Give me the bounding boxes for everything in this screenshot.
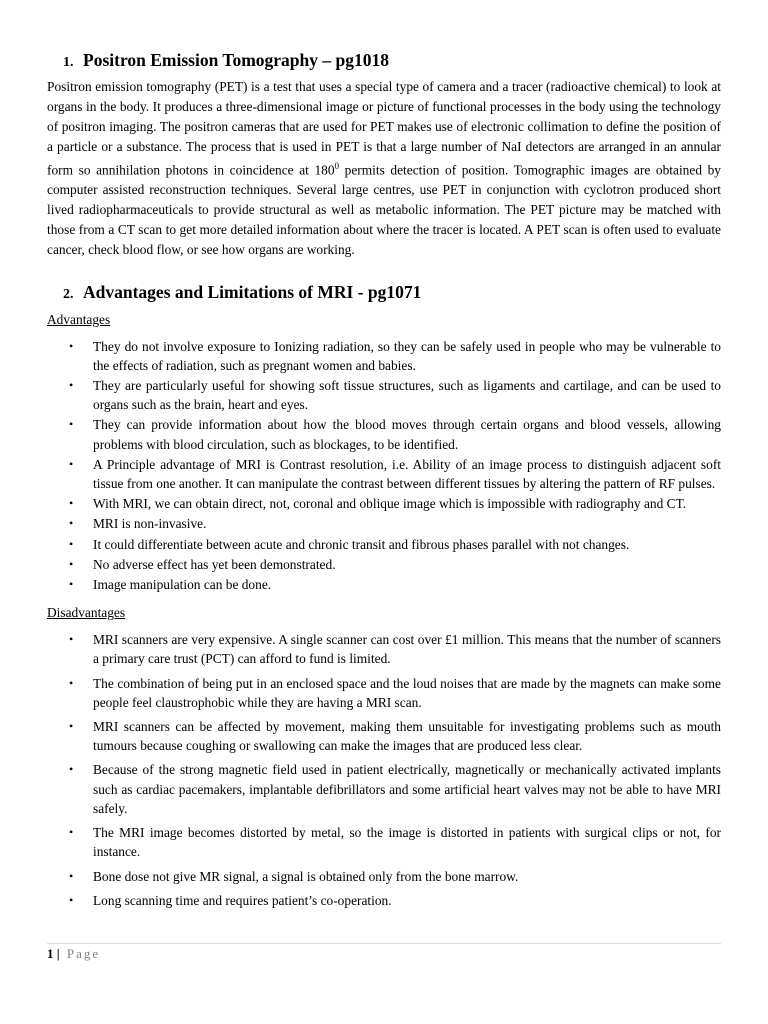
page-footer (47, 946, 100, 962)
section-1-title: Positron Emission Tomography – pg1018 (83, 50, 389, 70)
section-2-heading (47, 282, 721, 303)
bullet-icon: • (69, 632, 74, 647)
footer-separator: | (56, 946, 60, 961)
pet-paragraph-part-a: Positron emission tomography (PET) is a test that uses a special type of camera and a tracer (radioactive chemical) to look at organs in the body. It produces a three-dimensional image or picture of functional processes in the body using the technology of positron imaging. The positron cameras that are used for PET makes use of electronic collimation to define the position of a particle or a substance. The process that is used in PET is that a large number of NaI detectors are arranged in an annular form so annihilation photons in coincidence at 180 (47, 79, 721, 178)
bullet-icon: • (69, 338, 74, 353)
pet-paragraph-part-b: permits detection of position. Tomographic images are obtained by computer assisted reconstruction techniques. Several large centres, use PET in conjunction with cyclotron produced short lived radiopharmaceuticals to provide structural as well as metabolic information. The PET picture may be matched with those from a CT scan to get more detailed information about where the tracer is located. A PET scan is often used to evaluate cancer, check blood flow, or see how organs are working. (47, 162, 721, 257)
list-item: • They are particularly useful for showing soft tissue structures, such as ligaments and cartilage, and can be used to organs such as the brain, heart and eyes. (69, 378, 721, 413)
advantages-list (47, 337, 721, 595)
bullet-icon: • (69, 825, 74, 840)
list-item: • No adverse effect has yet been demonstrated. (47, 555, 721, 574)
bullet-icon: • (69, 556, 74, 571)
list-item: • Bone dose not give MR signal, a signal is obtained only from the bone marrow. (47, 867, 721, 886)
list-item: • With MRI, we can obtain direct, not, coronal and oblique image which is impossible with radiography and CT. (47, 494, 721, 513)
bullet-icon: • (69, 456, 74, 471)
section-1-number: 1. (63, 55, 74, 70)
list-item: • Long scanning time and requires patient’s co-operation. (47, 891, 721, 910)
page-word: Page (66, 946, 101, 961)
bullet-icon: • (69, 719, 74, 734)
bullet-icon: • (69, 762, 74, 777)
bullet-icon: • (69, 417, 74, 432)
list-item: • Image manipulation can be done. (47, 575, 721, 594)
bullet-icon: • (69, 868, 74, 883)
disadvantages-list (47, 630, 721, 910)
section-2-title: Advantages and Limitations of MRI - pg1071 (83, 281, 422, 302)
bullet-icon: • (69, 892, 74, 907)
list-item: • They do not involve exposure to Ionizing radiation, so they can be safely used in people who may be vulnerable to the effects of radiation, such as pregnant women and babies. (69, 338, 721, 373)
section-1-heading (47, 50, 721, 71)
bullet-icon: • (69, 675, 74, 690)
list-item: • Because of the strong magnetic field used in patient electrically, magnetically or mechanically activated implants such as cardiac pacemakers, implantable defibrillators and some artificial heart valves may not be able to have MRI safely. (69, 762, 721, 816)
list-item: • The MRI image becomes distorted by metal, so the image is distorted in patients with surgical clips or not, for instance. (69, 825, 721, 860)
pet-paragraph (47, 77, 721, 260)
bullet-icon: • (69, 516, 74, 531)
disadvantages-label: Disadvantages (47, 605, 126, 621)
page-content (47, 50, 721, 915)
footer-divider (47, 943, 721, 944)
list-item: • MRI is non-invasive. (47, 514, 721, 533)
list-item: • They can provide information about how the blood moves through certain organs and blood vessels, allowing problems with blood circulation, such as blockages, to be identified. (69, 417, 721, 452)
bullet-icon: • (69, 378, 74, 393)
list-item: • It could differentiate between acute and chronic transit and fibrous phases parallel with not changes. (47, 535, 721, 554)
list-item: • A Principle advantage of MRI is Contrast resolution, i.e. Ability of an image process to distinguish adjacent soft tissue from one another. It can manipulate the contrast between different tissues by altering the pattern of RF pulses. (69, 456, 721, 492)
bullet-icon: • (69, 496, 74, 511)
bullet-icon: • (69, 536, 74, 551)
list-item: • MRI scanners can be affected by movement, making them unsuitable for investigating problems such as mouth tumours because coughing or swallowing can make the images that are produced less clear. (69, 719, 721, 754)
page-number: 1 (47, 946, 54, 961)
degree-superscript: 0 (334, 160, 340, 171)
list-item: • The combination of being put in an enclosed space and the loud noises that are made by the magnets can make some people feel claustrophobic while they are having a MRI scan. (69, 675, 721, 710)
advantages-label: Advantages (47, 311, 111, 327)
section-2-number: 2. (63, 286, 74, 302)
bullet-icon: • (69, 577, 74, 592)
list-item: • MRI scanners are very expensive. A single scanner can cost over £1 million. This means that the number of scanners a primary care trust (PCT) can afford to fund is limited. (69, 632, 721, 667)
